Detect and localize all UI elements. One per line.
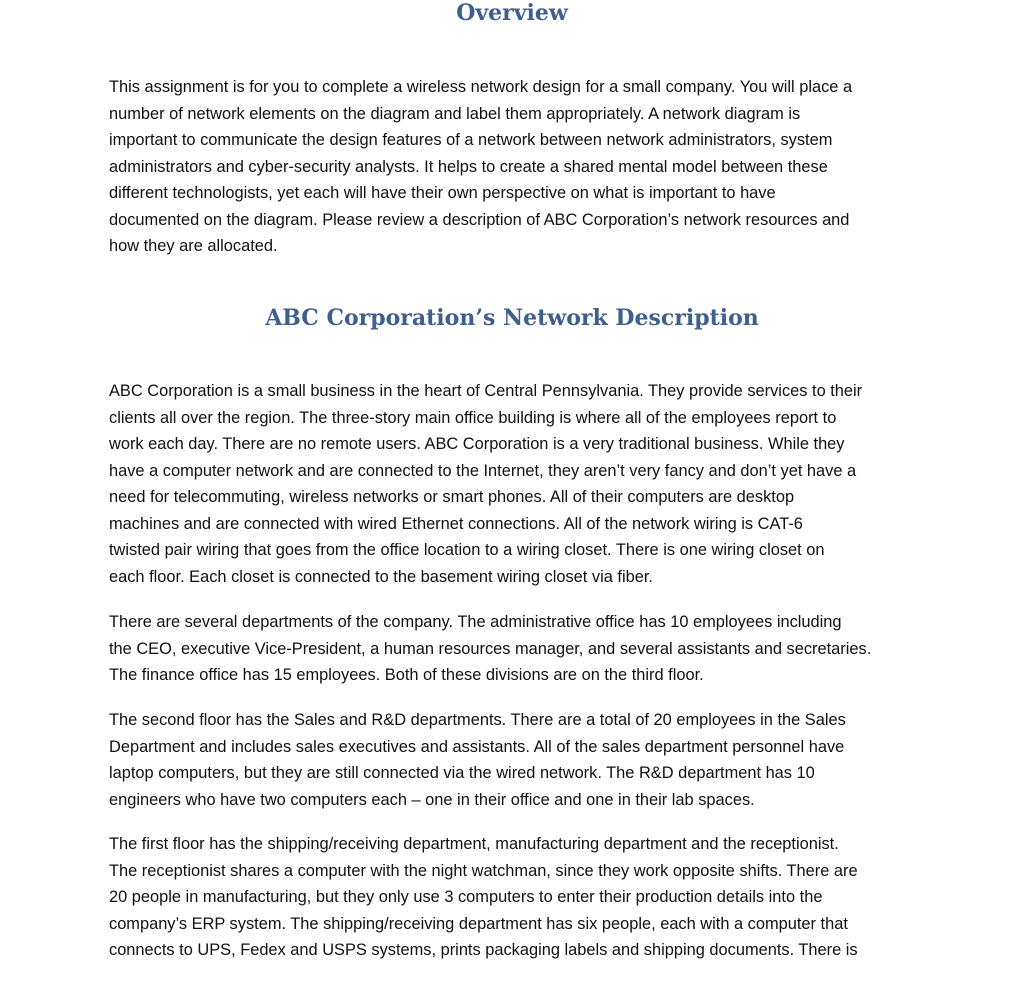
network-description-paragraph-4: The first floor has the shipping/receiving department, manufacturing department and the receptionist. The receptionist shares a computer with the night watchman, since they work opposite shifts. There are 20 people in manufacturing, but they only use 3 computers to enter their production details into the company’s ERP system. The shipping/receiving department has six people, each with a computer that connects to UPS, Fedex and USPS systems, prints packaging labels and shipping documents. There is [109, 835, 858, 959]
network-description-heading: ABC Corporation’s Network Description [265, 305, 759, 331]
network-description-paragraph-1: ABC Corporation is a small business in the heart of Central Pennsylvania. They provide services to their clients all over the region. The three-story main office building is where all of the employees report to work each day. There are no remote users. ABC Corporation is a very traditional business. While they have a computer network and are connected to the Internet, they aren’t very fancy and don’t yet have a need for telecommuting, wireless networks or smart phones. All of their computers are desktop machines and are connected with wired Ethernet connections. All of the network wiring is CAT-6 twisted pair wiring that goes from the office location to a wiring closet. There is one wiring closet on each floor. Each closet is connected to the basement wiring closet via fiber. [109, 382, 863, 586]
overview-heading: Overview [456, 0, 568, 26]
overview-paragraph: This assignment is for you to complete a wireless network design for a small company. You will place a number of network elements on the diagram and label them appropriately. A network diagram is important to communicate the design features of a network between network administrators, system administrators and cyber-security analysts. It helps to create a shared mental model between these different technologists, yet each will have their own perspective on what is important to have documented on the diagram. Please review a description of ABC Corporation’s network resources and how they are allocated. [109, 78, 853, 255]
network-description-paragraph-3: The second floor has the Sales and R&D departments. There are a total of 20 employees in the Sales Department and includes sales executives and assistants. All of the sales department personnel have laptop computers, but they are still connected via the wired network. The R&D department has 10 engineers who have two computers each – one in their office and one in their lab spaces. [109, 711, 846, 809]
network-description-paragraph-2: There are several departments of the company. The administrative office has 10 employees including the CEO, executive Vice-President, a human resources manager, and several assistants and secretaries. The finance office has 15 employees. Both of these divisions are on the third floor. [109, 613, 872, 684]
